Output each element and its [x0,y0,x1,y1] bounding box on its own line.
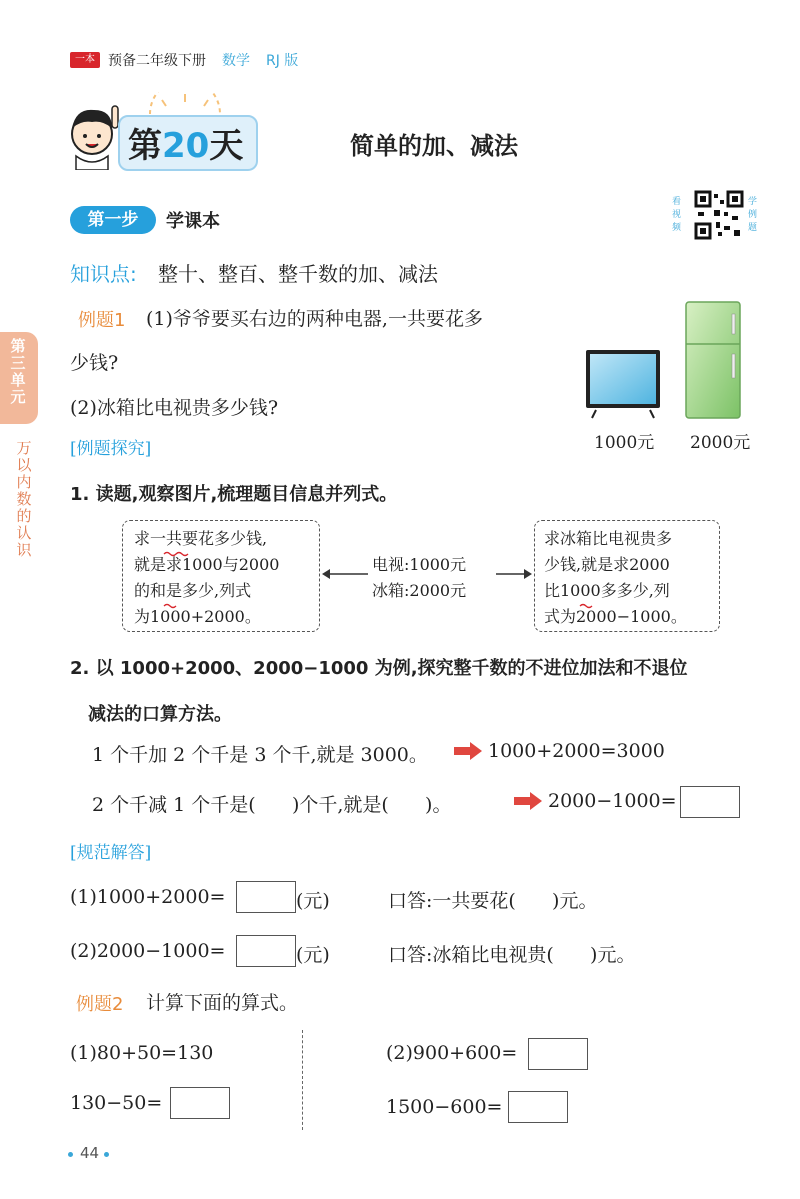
step-title: 学课本 [166,211,220,232]
answer2-box[interactable] [236,935,296,967]
page-number: 44 [80,1144,100,1162]
answer1-expression: (1)1000+2000= [70,886,226,908]
side-unit-label: 第三单元 [10,337,26,406]
calc1-result: 1000+2000=3000 [488,740,665,762]
tv-icon [584,348,664,420]
example1-label: 例题1 [78,310,126,331]
answer2-reply: 口答:冰箱比电视贵( )元。 [388,944,636,966]
page-dot-right [104,1152,109,1157]
step2-line2: 减法的口算方法。 [88,704,232,725]
lesson-title: 简单的加、减法 [350,132,518,160]
wavy-underline-marks [134,540,314,620]
side-topic-label: 万以内数的认识 [16,439,32,559]
center-info: 电视:1000元 冰箱:2000元 [372,555,467,600]
answer1-unit: (元) [296,890,330,912]
left-box-text: 求一共要花多少钱, 就是求1000与2000 的和是多少,列式 为1000+2000。 [134,529,280,626]
example2-q2-answer-box[interactable] [528,1038,588,1070]
example2-q1: (1)80+50=130 [70,1042,214,1064]
red-arrow-icon-2 [514,792,544,810]
example1-q1-line1: (1)爷爷要买右边的两种电器,一共要花多 [146,308,483,330]
explore-label: [例题探究] [70,439,152,459]
answer1-box[interactable] [236,881,296,913]
answer2-unit: (元) [296,944,330,966]
example2-q2: (2)900+600= [386,1042,518,1064]
answer2-expression: (2)2000−1000= [70,940,226,962]
example2-prompt: 计算下面的算式。 [146,992,299,1014]
fridge-icon [684,300,744,420]
example2-q2b: 1500−600= [386,1096,503,1118]
step-pill: 第一步 [70,206,156,234]
answer1-reply: 口答:一共要花( )元。 [388,890,598,912]
day-number: 20 [162,126,210,166]
knowledge-label: 知识点: [70,262,137,286]
page-dot-left [68,1152,73,1157]
calc2-text: 2 个千减 1 个千是( )个千,就是( )。 [92,794,452,816]
right-box-text: 求冰箱比电视贵多 少钱,就是求2000 比1000多多少,列 式为2000−1000。 [544,529,687,626]
example2-q1b: 130−50= [70,1092,163,1114]
boy-mascot-icon [62,98,126,170]
example1-q2: (2)冰箱比电视贵多少钱? [70,397,279,419]
example1-q1-line2: 少钱? [70,352,119,374]
calc1-text: 1 个千加 2 个千是 3 个千,就是 3000。 [92,744,428,766]
column-divider [302,1030,303,1130]
example2-label: 例题2 [76,994,124,1015]
standard-answer-label: [规范解答] [70,843,152,863]
fridge-price: 2000元 [690,433,751,453]
step1-instruction: 1. 读题,观察图片,梳理题目信息并列式。 [70,484,398,505]
arrow-right-icon [496,566,534,582]
arrow-left-icon [320,566,370,582]
knowledge-text: 整十、整百、整千数的加、减法 [158,262,438,286]
book-subject: 数学 [222,53,250,69]
red-arrow-icon [454,742,484,760]
qr-code-icon[interactable] [694,190,744,240]
sun-rays-icon [140,92,230,116]
book-edition: RJ 版 [266,53,299,69]
calc2-answer-box[interactable] [680,786,740,818]
wavy-underline-marks-right [540,540,720,620]
example2-q1b-answer-box[interactable] [170,1087,230,1119]
tv-price: 1000元 [594,433,655,453]
example2-q2b-answer-box[interactable] [508,1091,568,1123]
step2-line1: 2. 以 1000+2000、2000−1000 为例,探究整千数的不进位加法和不退位 [70,658,688,679]
qr-caption-left: 看视频 [672,197,682,233]
qr-caption-right: 学例题 [748,197,758,233]
calc2-result: 2000−1000= [548,790,677,812]
day-label: 第20天 [128,126,244,166]
brand-logo: 一本 [70,52,100,68]
book-title: 预备二年级下册 [108,53,206,69]
